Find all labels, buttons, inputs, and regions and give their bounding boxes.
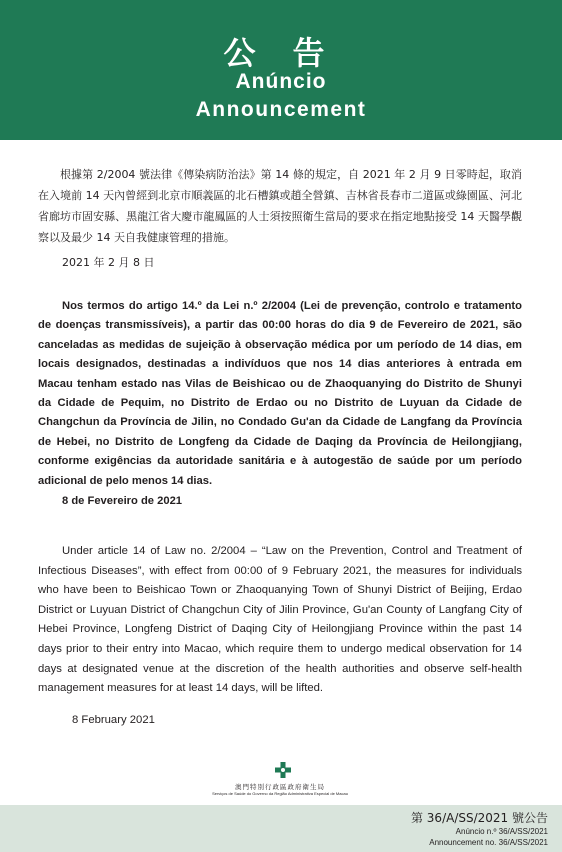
portuguese-date: 8 de Fevereiro de 2021 xyxy=(62,495,183,507)
reference-footer xyxy=(0,805,562,852)
title-portuguese: Anúncio xyxy=(235,70,327,93)
title-english: Announcement xyxy=(195,98,367,121)
chinese-date: 2021 年 2 月 8 日 xyxy=(62,256,155,269)
reference-number-english: Announcement no. 36/A/SS/2021 xyxy=(429,838,548,847)
health-bureau-logo xyxy=(200,762,360,798)
title-chinese: 公 告 xyxy=(223,35,339,71)
organization-name-chinese: 澳門特別行政區政府衛生局 xyxy=(235,783,325,791)
organization-name-portuguese: Serviços de Saúde do Governo da Região Administrativa Especial de Macau xyxy=(212,791,348,796)
english-paragraph: Under article 14 of Law no. 2/2004 – “Law on the Prevention, Control and Treatment of Infectious Diseases”, with effect from 00:00 of 9 February 2021, the measures for individuals who have been to Beishicao Town or Zhaoquanying Town of Shunyi District of Beijing, Erdao District or Luyuan District of Changchun City of Jilin Province, Gu'an County of Langfang City of Hebei Province, Longfeng District of Daqing City of Heilongjiang Province within the past 14 days prior to their entry into Macao, which require them to undergo medical observation for 14 days at designated venue at the discretion of the health authorities and observe self-health management measures for at least 14 days, will be lifted. xyxy=(38,545,522,695)
english-date: 8 February 2021 xyxy=(72,714,155,726)
reference-number-chinese: 第 36/A/SS/2021 號公告 xyxy=(410,811,548,825)
announcement-header xyxy=(0,0,562,140)
chinese-paragraph: 根據第 2/2004 號法律《傳染病防治法》第 14 條的規定，自 2021 年 2 月 9 日零時起，取消在入境前 14 天內曾經到北京市順義區的北石槽鎮或趙全營鎮、吉林省長春市二道區或綠園區、河北省廊坊市固安縣、黑龍江省大慶市龍鳳區的人士須按照衛生當局的要求在指定地點接受 14 天醫學觀察以及最少 14 天自我健康管理的措施。 xyxy=(38,168,522,244)
portuguese-paragraph: Nos termos do artigo 14.º da Lei n.º 2/2004 (Lei de prevenção, controlo e tratamento de doenças transmissíveis), a partir das 00:00 horas do dia 9 de Fevereiro de 2021, são canceladas as medidas de sujeição à observação médica por um período de 14 dias, em locais designados, destinadas a indivíduos que nos 14 dias anteriores à entrada em Macau tenham estado nas Vilas de Beishicao ou de Zhaoquanying do Distrito de Shunyi da Cidade de Pequim, no Distrito de Erdao ou no Distrito de Luyuan da Cidade de Changchun da Província de Jilin, no Condado Gu'an da Cidade de Langfang da Província de Hebei, no Distrito de Longfeng da Cidade de Daqing da Província de Heilongjiang, conforme exigências da autoridade sanitária e à autogestão de saúde por um período adicional de pelo menos 14 dias. xyxy=(38,300,522,487)
health-bureau-cross-emblem-icon xyxy=(275,762,291,778)
reference-number-portuguese: Anúncio n.º 36/A/SS/2021 xyxy=(455,827,548,836)
